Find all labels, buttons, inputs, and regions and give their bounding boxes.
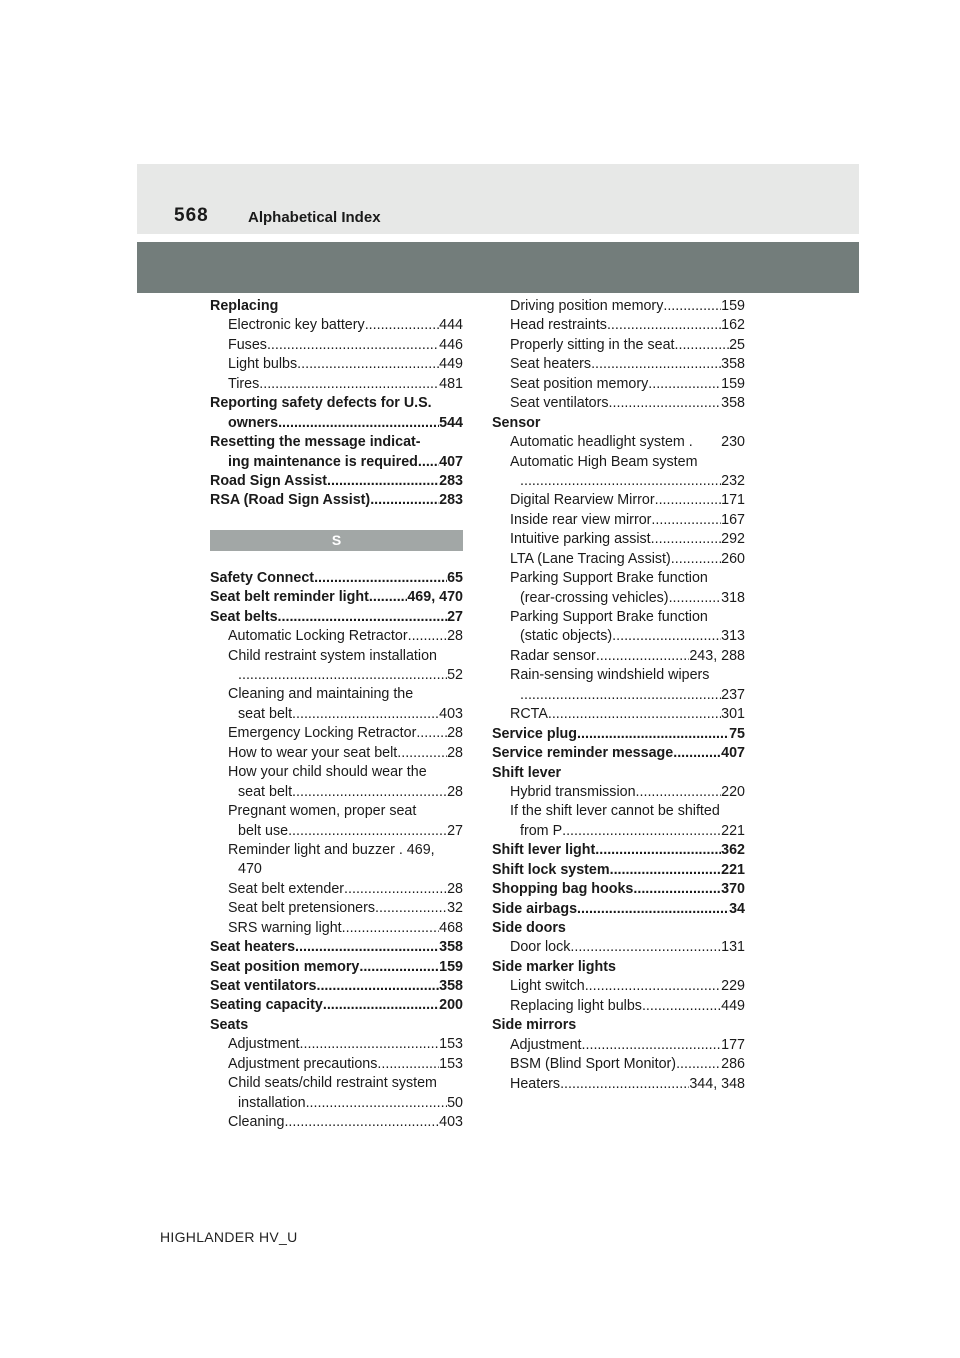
dot-leader <box>369 588 407 607</box>
index-entry <box>210 375 463 394</box>
entry-page: 283 <box>439 492 463 509</box>
index-entry <box>492 647 745 666</box>
dot-leader <box>642 997 721 1016</box>
entry-page: 362 <box>721 842 745 859</box>
entry-term: (static objects) <box>520 628 613 645</box>
dot-leader <box>577 725 729 744</box>
entry-term: SRS warning light <box>228 919 342 936</box>
dot-leader <box>520 686 721 705</box>
entry-page: 50 <box>447 1094 463 1111</box>
entry-page: 75 <box>729 725 745 742</box>
dot-leader <box>591 355 721 374</box>
dot-leader <box>418 453 439 472</box>
entry-term: seat belt <box>238 783 293 800</box>
entry-term: Fuses <box>228 336 267 353</box>
index-entry <box>492 997 745 1016</box>
dot-leader <box>609 394 722 413</box>
dot-leader <box>397 744 447 763</box>
entry-term: 470 <box>238 861 262 878</box>
entry-term: Door lock <box>510 939 571 956</box>
entry-term: Pregnant women, proper seat <box>228 803 417 820</box>
entry-term: How to wear your seat belt <box>228 744 398 761</box>
entry-term: Automatic High Beam system <box>510 453 698 470</box>
index-entry <box>210 1113 463 1132</box>
entry-term: Reporting safety defects for U.S. <box>210 395 432 412</box>
index-entry <box>210 763 463 782</box>
index-entry <box>210 394 463 413</box>
index-column-left <box>210 297 463 1133</box>
entry-page: 153 <box>439 1055 463 1072</box>
entry-term: Sensor <box>492 414 541 431</box>
dot-leader <box>267 336 439 355</box>
index-entry <box>492 375 745 394</box>
section-title: Alphabetical Index <box>248 209 381 226</box>
entry-term: owners <box>228 414 279 431</box>
dot-leader <box>323 996 439 1015</box>
index-entry <box>210 647 463 666</box>
index-entry <box>210 336 463 355</box>
dot-leader <box>648 375 721 394</box>
index-entry <box>210 414 463 433</box>
entry-page: 370 <box>721 881 745 898</box>
entry-term: Seat belt pretensioners <box>228 900 376 917</box>
entry-page: 200 <box>439 997 463 1014</box>
entry-term: Shift lever <box>492 764 562 781</box>
entry-page: 446 <box>439 336 463 353</box>
entry-term: Seat ventilators <box>210 978 317 994</box>
entry-term: Hybrid transmission <box>510 783 636 800</box>
entry-term: Seating capacity <box>210 997 323 1014</box>
entry-page: 469, 470 <box>407 589 463 606</box>
index-entry <box>210 822 463 841</box>
index-entry <box>210 569 463 588</box>
index-entry <box>492 453 745 472</box>
entry-page: 292 <box>721 531 745 548</box>
entry-page: 177 <box>721 1036 745 1053</box>
entry-term: Emergency Locking Retractor <box>228 725 417 742</box>
index-entry <box>492 880 745 899</box>
entry-page: 237 <box>721 686 745 703</box>
index-entry <box>492 433 745 452</box>
entry-term: Seat belt reminder light <box>210 589 369 606</box>
entry-page: 403 <box>439 705 463 722</box>
dot-leader <box>238 666 447 685</box>
entry-term: RCTA <box>510 706 548 723</box>
index-entry <box>492 491 745 510</box>
index-entry <box>210 1016 463 1035</box>
dot-leader <box>636 783 722 802</box>
entry-page: 27 <box>447 608 463 625</box>
entry-term: Parking Support Brake function <box>510 609 708 625</box>
index-entry <box>492 589 745 608</box>
entry-page: 403 <box>439 1114 463 1131</box>
index-entry <box>210 1035 463 1054</box>
entry-page: 230 <box>721 434 745 451</box>
entry-term: If the shift lever cannot be shifted <box>510 803 720 820</box>
index-entry <box>492 958 745 977</box>
dot-leader <box>292 705 439 724</box>
dot-leader <box>582 1036 722 1055</box>
dot-leader <box>295 938 439 957</box>
index-entry <box>210 860 463 879</box>
entry-term: Side airbags <box>492 900 578 917</box>
dot-leader <box>673 744 721 763</box>
entry-term: Parking Support Brake function <box>510 570 708 587</box>
index-entry <box>492 336 745 355</box>
entry-page: 301 <box>721 706 745 723</box>
dot-leader <box>596 647 690 666</box>
index-entry <box>210 841 463 860</box>
dot-leader <box>651 511 721 530</box>
index-entry <box>492 938 745 957</box>
dot-leader <box>693 433 721 452</box>
entry-term: Seat ventilators <box>510 395 609 412</box>
entry-term: Adjustment <box>228 1036 300 1053</box>
entry-page: 28 <box>447 725 463 742</box>
entry-term: seat belt <box>238 705 293 722</box>
entry-page: 358 <box>439 978 463 994</box>
entry-page: 28 <box>447 783 463 800</box>
dot-leader <box>548 705 721 724</box>
entry-page: 232 <box>721 472 745 489</box>
index-entry <box>492 764 745 783</box>
dot-leader <box>612 627 721 646</box>
dot-leader <box>633 880 721 899</box>
entry-term: Resetting the message indicat- <box>210 434 421 451</box>
letter-heading-s: S <box>210 530 463 551</box>
index-entry <box>210 880 463 899</box>
index-group-r <box>210 297 463 511</box>
dot-leader <box>306 1094 448 1113</box>
index-entry <box>492 530 745 549</box>
page-number: 568 <box>174 205 209 226</box>
entry-term: Service reminder message <box>492 745 674 762</box>
entry-term: Seat position memory <box>210 958 360 975</box>
index-group-s-continued <box>492 297 745 1094</box>
dot-leader <box>288 822 447 841</box>
dot-leader <box>610 861 722 880</box>
dot-leader <box>375 899 447 918</box>
dot-leader <box>314 569 447 588</box>
entry-page: 27 <box>447 822 463 839</box>
index-entry <box>210 977 463 996</box>
entry-term: RSA (Road Sign Assist) <box>210 492 371 509</box>
index-column-right <box>492 297 745 1094</box>
entry-page: 260 <box>721 550 745 567</box>
entry-term: LTA (Lane Tracing Assist) <box>510 550 671 567</box>
index-entry <box>492 1055 745 1074</box>
index-entry <box>492 1036 745 1055</box>
dot-leader <box>655 491 722 510</box>
entry-page: 283 <box>439 472 463 489</box>
index-entry <box>210 802 463 821</box>
entry-term: Seat belts <box>210 608 278 625</box>
entry-term: installation <box>238 1094 306 1111</box>
dot-leader <box>675 336 730 355</box>
entry-term: Cleaning and maintaining the <box>228 686 414 703</box>
dot-leader <box>416 724 447 743</box>
index-entry <box>492 725 745 744</box>
index-entry <box>492 627 745 646</box>
dot-leader <box>607 316 721 335</box>
entry-term: Child restraint system installation <box>228 647 437 664</box>
index-entry <box>492 783 745 802</box>
index-entry <box>210 705 463 724</box>
entry-page: 221 <box>721 822 745 839</box>
entry-term: Shopping bag hooks <box>492 881 634 898</box>
entry-term: Seat heaters <box>210 939 296 956</box>
entry-page: 229 <box>721 978 745 995</box>
index-entry <box>492 705 745 724</box>
entry-term: Seat position memory <box>510 375 649 392</box>
dot-leader <box>316 977 439 996</box>
entry-page: 544 <box>439 414 463 431</box>
entry-page: 407 <box>439 453 463 470</box>
dot-leader <box>259 375 439 394</box>
entry-term: Adjustment precautions <box>228 1055 378 1072</box>
dot-leader <box>344 880 447 899</box>
index-entry <box>210 666 463 685</box>
entry-term: belt use <box>238 822 289 839</box>
index-entry <box>492 666 745 685</box>
entry-term: Replacing <box>210 298 279 314</box>
entry-page: 286 <box>721 1056 745 1073</box>
entry-term: Shift lever light <box>492 842 596 859</box>
entry-term: Seats <box>210 1016 249 1033</box>
index-entry <box>492 861 745 880</box>
entry-page: 468 <box>439 919 463 936</box>
index-entry <box>210 491 463 510</box>
entry-page: 318 <box>721 589 745 606</box>
index-entry <box>210 958 463 977</box>
dot-leader <box>365 316 439 335</box>
index-entry <box>210 1074 463 1093</box>
entry-page: 449 <box>439 356 463 373</box>
index-entry <box>492 511 745 530</box>
entry-term: Driving position memory <box>510 298 664 314</box>
dot-leader <box>370 491 439 510</box>
entry-page: 28 <box>447 628 463 645</box>
index-entry <box>210 996 463 1015</box>
index-entry <box>210 627 463 646</box>
entry-page: 153 <box>439 1036 463 1053</box>
entry-term: Reminder light and buzzer . 469, <box>228 841 435 858</box>
entry-term: ing maintenance is required <box>228 453 418 470</box>
entry-term: Safety Connect <box>210 569 315 586</box>
entry-term: Side mirrors <box>492 1017 577 1034</box>
entry-term: Properly sitting in the seat <box>510 336 675 353</box>
index-entry <box>210 783 463 802</box>
entry-page: 28 <box>447 880 463 897</box>
entry-term: Service plug <box>492 725 578 742</box>
index-entry <box>210 919 463 938</box>
dot-leader <box>408 627 448 646</box>
entry-page: 344, 348 <box>689 1075 745 1092</box>
dot-leader <box>278 414 439 433</box>
entry-page: 220 <box>721 783 745 800</box>
entry-term: Road Sign Assist <box>210 472 328 489</box>
index-entry <box>210 1055 463 1074</box>
entry-term: How your child should wear the <box>228 764 427 781</box>
entry-page: 159 <box>721 375 745 392</box>
entry-term: Side marker lights <box>492 958 616 975</box>
dot-leader <box>651 530 721 549</box>
index-entry <box>492 1075 745 1094</box>
dot-leader <box>292 783 447 802</box>
entry-term: Inside rear view mirror <box>510 511 652 528</box>
entry-term: (rear-crossing vehicles) <box>520 589 669 606</box>
index-entry <box>492 841 745 860</box>
dot-leader <box>342 919 440 938</box>
entry-page: 32 <box>447 900 463 917</box>
entry-page: 171 <box>721 492 745 509</box>
index-entry <box>210 472 463 491</box>
entry-page: 65 <box>447 569 463 586</box>
index-entry <box>492 297 745 316</box>
entry-term: Rain-sensing windshield wipers <box>510 667 710 684</box>
entry-page: 131 <box>721 939 745 956</box>
entry-page: 159 <box>721 298 745 314</box>
index-entry <box>492 822 745 841</box>
index-entry <box>492 977 745 996</box>
index-entry <box>210 744 463 763</box>
index-entry <box>210 724 463 743</box>
entry-term: Electronic key battery <box>228 317 365 334</box>
index-entry <box>492 472 745 491</box>
index-entry <box>210 316 463 335</box>
index-entry <box>492 608 745 627</box>
index-entry <box>492 550 745 569</box>
dot-leader <box>585 977 721 996</box>
entry-term: Intuitive parking assist <box>510 531 651 548</box>
index-entry <box>210 938 463 957</box>
entry-term: Light switch <box>510 978 585 995</box>
entry-term: Side doors <box>492 920 566 936</box>
entry-page: 444 <box>439 317 463 334</box>
index-entry <box>492 355 745 374</box>
entry-term: Automatic Locking Retractor <box>228 628 408 645</box>
index-entry <box>210 297 463 316</box>
index-entry <box>210 588 463 607</box>
entry-term: BSM (Blind Sport Monitor) <box>510 1056 677 1073</box>
index-entry <box>210 899 463 918</box>
index-entry <box>210 433 463 452</box>
dot-leader <box>377 1055 439 1074</box>
dot-leader <box>595 841 721 860</box>
dot-leader <box>669 589 722 608</box>
entry-page: 481 <box>439 375 463 392</box>
index-entry <box>210 453 463 472</box>
dot-leader <box>278 608 448 627</box>
entry-page: 358 <box>721 395 745 412</box>
entry-term: Head restraints <box>510 317 607 334</box>
entry-page: 449 <box>721 997 745 1014</box>
dot-leader <box>560 1075 689 1094</box>
entry-page: 221 <box>721 861 745 878</box>
entry-page: 167 <box>721 511 745 528</box>
entry-term: Tires <box>228 375 260 392</box>
entry-term: from P <box>520 822 563 839</box>
dot-leader <box>300 1035 440 1054</box>
index-entry <box>492 919 745 938</box>
index-group-s <box>210 569 463 1133</box>
index-entry <box>210 685 463 704</box>
index-entry <box>492 744 745 763</box>
entry-page: 358 <box>439 939 463 956</box>
dot-leader <box>284 1113 439 1132</box>
index-entry <box>492 1016 745 1035</box>
entry-page: 28 <box>447 744 463 761</box>
dot-leader <box>327 472 439 491</box>
index-entry <box>492 802 745 821</box>
footer-model: HIGHLANDER HV_U <box>160 1229 298 1245</box>
index-entry <box>492 900 745 919</box>
index-entry <box>492 316 745 335</box>
dot-leader <box>676 1055 721 1074</box>
dot-leader <box>570 938 721 957</box>
dot-leader <box>520 472 721 491</box>
dot-leader <box>562 822 721 841</box>
index-entry <box>492 414 745 433</box>
entry-term: Seat belt extender <box>228 880 345 897</box>
index-entry <box>210 355 463 374</box>
dot-leader <box>671 550 721 569</box>
header-bar <box>137 242 859 293</box>
index-entry <box>492 686 745 705</box>
entry-term: Digital Rearview Mirror <box>510 492 655 509</box>
entry-page: 34 <box>729 900 745 917</box>
dot-leader <box>359 958 439 977</box>
entry-page: 243, 288 <box>689 647 745 664</box>
header-band <box>137 164 859 234</box>
dot-leader <box>297 355 439 374</box>
entry-term: Adjustment <box>510 1036 582 1053</box>
entry-page: 159 <box>439 958 463 975</box>
entry-term: Radar sensor <box>510 647 596 664</box>
entry-term: Light bulbs <box>228 356 298 373</box>
index-entry <box>210 1094 463 1113</box>
entry-term: Automatic headlight system . <box>510 434 693 451</box>
entry-page: 52 <box>447 667 463 683</box>
entry-page: 25 <box>729 336 745 353</box>
dot-leader <box>663 297 721 316</box>
entry-term: Heaters <box>510 1075 561 1092</box>
entry-term: Child seats/child restraint system <box>228 1075 437 1092</box>
entry-term: Shift lock system <box>492 861 610 878</box>
entry-page: 358 <box>721 356 745 373</box>
index-entry <box>492 569 745 588</box>
index-entry <box>492 394 745 413</box>
entry-term: Replacing light bulbs <box>510 997 642 1014</box>
entry-page: 162 <box>721 317 745 334</box>
entry-page: 407 <box>721 745 745 762</box>
entry-term: Cleaning <box>228 1114 285 1131</box>
entry-page: 313 <box>721 628 745 645</box>
entry-term: Seat heaters <box>510 356 592 373</box>
dot-leader <box>577 900 729 919</box>
index-entry <box>210 608 463 627</box>
